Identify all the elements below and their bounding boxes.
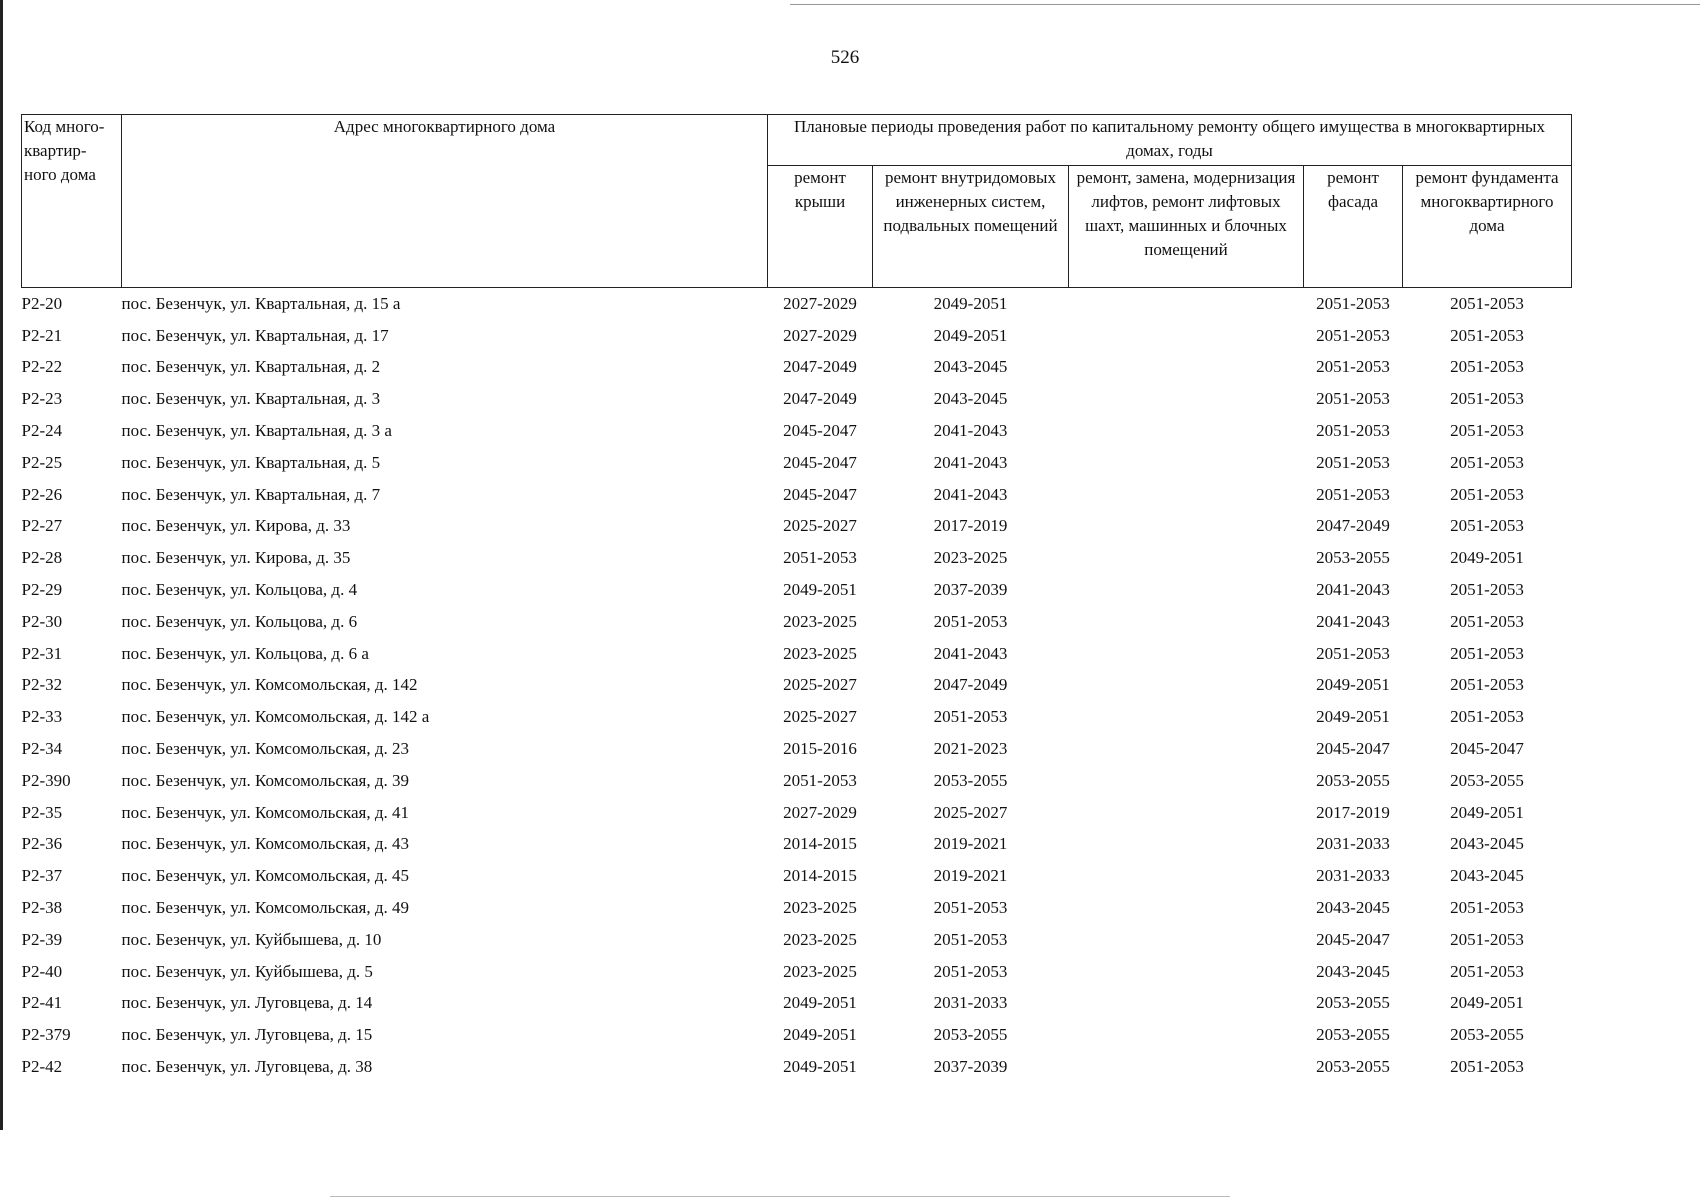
cell-address: пос. Безенчук, ул. Кольцова, д. 6 bbox=[121, 611, 358, 631]
cell-systems: 2053-2055 bbox=[933, 1025, 1008, 1045]
cell-roof: 2045-2047 bbox=[783, 484, 857, 504]
cell-foundation: 2051-2053 bbox=[1450, 516, 1524, 536]
cell-roof: 2045-2047 bbox=[783, 452, 857, 472]
cell-code: P2-34 bbox=[21, 739, 63, 759]
cell-roof: 2049-2051 bbox=[783, 1025, 857, 1045]
cell-systems: 2037-2039 bbox=[933, 1057, 1008, 1077]
cell-address: пос. Безенчук, ул. Комсомольская, д. 43 bbox=[121, 834, 409, 854]
cell-address: пос. Безенчук, ул. Луговцева, д. 15 bbox=[121, 1025, 373, 1045]
cell-elevators bbox=[1069, 638, 1304, 670]
cell-foundation: 2045-2047 bbox=[1450, 739, 1524, 759]
header-elevators: ремонт, замена, модернизация лифтов, ремонт лифтовых шахт, машинных и блочных помещений bbox=[1069, 166, 1304, 288]
header-facade: ремонт фасада bbox=[1304, 166, 1403, 288]
cell-roof: 2023-2025 bbox=[783, 961, 857, 981]
cell-address: пос. Безенчук, ул. Кольцова, д. 4 bbox=[121, 580, 358, 600]
cell-address: пос. Безенчук, ул. Куйбышева, д. 5 bbox=[121, 961, 373, 981]
cell-code: P2-35 bbox=[21, 802, 63, 822]
cell-systems: 2031-2033 bbox=[933, 993, 1008, 1013]
table-header bbox=[22, 115, 1572, 288]
cell-facade: 2051-2053 bbox=[1316, 452, 1390, 472]
table-row bbox=[22, 797, 1572, 829]
cell-roof: 2051-2053 bbox=[783, 548, 857, 568]
cell-code: P2-40 bbox=[21, 961, 63, 981]
cell-code: P2-21 bbox=[21, 325, 63, 345]
cell-foundation: 2051-2053 bbox=[1450, 325, 1524, 345]
cell-code: P2-379 bbox=[21, 1025, 71, 1045]
cell-systems: 2051-2053 bbox=[933, 929, 1008, 949]
table-row bbox=[22, 733, 1572, 765]
cell-code: P2-31 bbox=[21, 643, 63, 663]
scan-bottom-line bbox=[330, 1196, 1230, 1197]
cell-elevators bbox=[1069, 320, 1304, 352]
table-row bbox=[22, 924, 1572, 956]
header-foundation: ремонт фундамента многоквартирного дома bbox=[1403, 166, 1572, 288]
cell-foundation: 2049-2051 bbox=[1450, 993, 1524, 1013]
cell-foundation: 2053-2055 bbox=[1450, 1025, 1524, 1045]
cell-code: P2-22 bbox=[21, 357, 63, 377]
cell-foundation: 2051-2053 bbox=[1450, 961, 1524, 981]
cell-code: P2-33 bbox=[21, 707, 63, 727]
cell-roof: 2014-2015 bbox=[783, 834, 857, 854]
table-row bbox=[22, 511, 1572, 543]
table-row bbox=[22, 415, 1572, 447]
cell-facade: 2047-2049 bbox=[1316, 516, 1390, 536]
cell-facade: 2053-2055 bbox=[1316, 548, 1390, 568]
cell-roof: 2047-2049 bbox=[783, 389, 857, 409]
cell-facade: 2053-2055 bbox=[1316, 1057, 1390, 1077]
table-row bbox=[22, 606, 1572, 638]
cell-code: P2-29 bbox=[21, 580, 63, 600]
cell-elevators bbox=[1069, 606, 1304, 638]
cell-systems: 2041-2043 bbox=[933, 484, 1008, 504]
cell-elevators bbox=[1069, 765, 1304, 797]
capital-repair-table bbox=[21, 114, 1572, 1083]
cell-roof: 2049-2051 bbox=[783, 993, 857, 1013]
cell-elevators bbox=[1069, 511, 1304, 543]
cell-facade: 2053-2055 bbox=[1316, 1025, 1390, 1045]
cell-address: пос. Безенчук, ул. Квартальная, д. 7 bbox=[121, 484, 381, 504]
cell-address: пос. Безенчук, ул. Квартальная, д. 5 bbox=[121, 452, 381, 472]
table-row bbox=[22, 383, 1572, 415]
cell-code: P2-38 bbox=[21, 898, 63, 918]
cell-roof: 2027-2029 bbox=[783, 802, 857, 822]
cell-foundation: 2051-2053 bbox=[1450, 611, 1524, 631]
cell-roof: 2023-2025 bbox=[783, 611, 857, 631]
cell-code: P2-26 bbox=[21, 484, 63, 504]
cell-roof: 2051-2053 bbox=[783, 770, 857, 790]
table-body bbox=[22, 288, 1572, 1083]
cell-facade: 2051-2053 bbox=[1316, 643, 1390, 663]
cell-foundation: 2043-2045 bbox=[1450, 834, 1524, 854]
scan-top-line bbox=[790, 4, 1700, 5]
cell-facade: 2053-2055 bbox=[1316, 770, 1390, 790]
cell-elevators bbox=[1069, 860, 1304, 892]
cell-foundation: 2051-2053 bbox=[1450, 929, 1524, 949]
table-row bbox=[22, 860, 1572, 892]
cell-roof: 2014-2015 bbox=[783, 866, 857, 886]
cell-code: P2-25 bbox=[21, 452, 63, 472]
cell-systems: 2049-2051 bbox=[873, 288, 1069, 320]
cell-address: пос. Безенчук, ул. Куйбышева, д. 10 bbox=[121, 929, 382, 949]
cell-elevators bbox=[1069, 892, 1304, 924]
cell-address: пос. Безенчук, ул. Луговцева, д. 38 bbox=[121, 1057, 373, 1077]
table-row bbox=[22, 574, 1572, 606]
cell-systems: 2049-2051 bbox=[933, 325, 1008, 345]
cell-facade: 2045-2047 bbox=[1316, 739, 1390, 759]
header-roof: ремонт крыши bbox=[768, 166, 873, 288]
cell-address: пос. Безенчук, ул. Квартальная, д. 2 bbox=[121, 357, 381, 377]
cell-systems: 2051-2053 bbox=[933, 961, 1008, 981]
cell-code: P2-24 bbox=[21, 421, 63, 441]
cell-roof: 2023-2025 bbox=[783, 643, 857, 663]
cell-elevators bbox=[1069, 829, 1304, 861]
cell-code: P2-23 bbox=[21, 389, 63, 409]
cell-code: P2-20 bbox=[22, 288, 122, 320]
cell-systems: 2051-2053 bbox=[933, 611, 1008, 631]
cell-roof: 2025-2027 bbox=[783, 707, 857, 727]
cell-foundation: 2049-2051 bbox=[1450, 548, 1524, 568]
scan-left-edge bbox=[0, 0, 3, 1130]
cell-elevators bbox=[1069, 542, 1304, 574]
table-row bbox=[22, 765, 1572, 797]
cell-address: пос. Безенчук, ул. Квартальная, д. 3 bbox=[121, 389, 381, 409]
table-row bbox=[22, 638, 1572, 670]
cell-systems: 2025-2027 bbox=[933, 802, 1008, 822]
cell-systems: 2023-2025 bbox=[933, 548, 1008, 568]
cell-code: P2-28 bbox=[21, 548, 63, 568]
cell-facade: 2031-2033 bbox=[1316, 834, 1390, 854]
cell-systems: 2017-2019 bbox=[933, 516, 1008, 536]
cell-elevators bbox=[1069, 733, 1304, 765]
cell-systems: 2043-2045 bbox=[933, 357, 1008, 377]
cell-roof: 2045-2047 bbox=[783, 421, 857, 441]
cell-code: P2-37 bbox=[21, 866, 63, 886]
cell-elevators bbox=[1069, 988, 1304, 1020]
cell-facade: 2051-2053 bbox=[1316, 325, 1390, 345]
table-row bbox=[22, 479, 1572, 511]
header-address: Адрес многоквартирного дома bbox=[122, 115, 768, 288]
cell-address: пос. Безенчук, ул. Кольцова, д. 6 а bbox=[121, 643, 369, 663]
cell-foundation: 2051-2053 bbox=[1450, 421, 1524, 441]
cell-code: P2-27 bbox=[21, 516, 63, 536]
cell-facade: 2045-2047 bbox=[1316, 929, 1390, 949]
table-row bbox=[22, 447, 1572, 479]
cell-systems: 2053-2055 bbox=[933, 770, 1008, 790]
cell-systems: 2041-2043 bbox=[933, 452, 1008, 472]
cell-foundation: 2051-2053 bbox=[1450, 898, 1524, 918]
cell-roof: 2023-2025 bbox=[783, 929, 857, 949]
cell-code: P2-36 bbox=[21, 834, 63, 854]
cell-address: пос. Безенчук, ул. Квартальная, д. 17 bbox=[121, 325, 389, 345]
table-row bbox=[22, 829, 1572, 861]
cell-roof: 2047-2049 bbox=[783, 357, 857, 377]
cell-address: пос. Безенчук, ул. Комсомольская, д. 45 bbox=[121, 866, 409, 886]
cell-foundation: 2051-2053 bbox=[1450, 643, 1524, 663]
cell-roof: 2049-2051 bbox=[783, 580, 857, 600]
cell-facade: 2051-2053 bbox=[1316, 389, 1390, 409]
cell-elevators bbox=[1069, 352, 1304, 384]
page-number: 526 bbox=[830, 47, 860, 68]
cell-elevators bbox=[1069, 670, 1304, 702]
cell-systems: 2019-2021 bbox=[933, 866, 1008, 886]
cell-systems: 2019-2021 bbox=[933, 834, 1008, 854]
table-row bbox=[22, 670, 1572, 702]
cell-systems: 2051-2053 bbox=[933, 898, 1008, 918]
table-row bbox=[22, 288, 1572, 320]
header-systems: ремонт внутридомовых инженерных систем, подвальных помещений bbox=[873, 166, 1069, 288]
cell-elevators bbox=[1069, 415, 1304, 447]
cell-elevators bbox=[1069, 447, 1304, 479]
cell-address: пос. Безенчук, ул. Кирова, д. 33 bbox=[121, 516, 351, 536]
header-code: Код много-квартир-ного дома bbox=[22, 115, 122, 288]
table-row bbox=[22, 1019, 1572, 1051]
cell-code: P2-32 bbox=[21, 675, 63, 695]
cell-address: пос. Безенчук, ул. Комсомольская, д. 142 bbox=[121, 675, 418, 695]
cell-roof: 2023-2025 bbox=[783, 898, 857, 918]
cell-systems: 2043-2045 bbox=[933, 389, 1008, 409]
table-row bbox=[22, 1051, 1572, 1083]
cell-foundation: 2051-2053 bbox=[1450, 452, 1524, 472]
cell-elevators bbox=[1069, 797, 1304, 829]
table-row bbox=[22, 352, 1572, 384]
cell-elevators bbox=[1069, 701, 1304, 733]
cell-foundation: 2051-2053 bbox=[1450, 484, 1524, 504]
cell-elevators bbox=[1069, 574, 1304, 606]
cell-address: пос. Безенчук, ул. Комсомольская, д. 49 bbox=[121, 898, 409, 918]
cell-roof: 2015-2016 bbox=[783, 739, 857, 759]
cell-systems: 2037-2039 bbox=[933, 580, 1008, 600]
cell-address: пос. Безенчук, ул. Комсомольская, д. 39 bbox=[121, 770, 409, 790]
cell-elevators bbox=[1069, 956, 1304, 988]
table-row bbox=[22, 701, 1572, 733]
cell-address: пос. Безенчук, ул. Комсомольская, д. 41 bbox=[121, 802, 409, 822]
cell-foundation: 2051-2053 bbox=[1450, 1057, 1524, 1077]
table-row bbox=[22, 320, 1572, 352]
cell-foundation: 2051-2053 bbox=[1450, 675, 1524, 695]
cell-address: пос. Безенчук, ул. Квартальная, д. 3 а bbox=[121, 421, 392, 441]
header-periods-group: Плановые периоды проведения работ по капитальному ремонту общего имущества в многоквартирных домах, годы bbox=[768, 115, 1572, 166]
cell-foundation: 2049-2051 bbox=[1450, 802, 1524, 822]
cell-facade: 2043-2045 bbox=[1316, 898, 1390, 918]
table-row bbox=[22, 542, 1572, 574]
cell-facade: 2049-2051 bbox=[1316, 675, 1390, 695]
cell-facade: 2041-2043 bbox=[1316, 580, 1390, 600]
cell-roof: 2049-2051 bbox=[783, 1057, 857, 1077]
cell-address: пос. Безенчук, ул. Квартальная, д. 15 а bbox=[122, 288, 768, 320]
cell-address: пос. Безенчук, ул. Комсомольская, д. 142 а bbox=[121, 707, 430, 727]
cell-roof: 2027-2029 bbox=[768, 288, 873, 320]
cell-facade: 2043-2045 bbox=[1316, 961, 1390, 981]
cell-systems: 2041-2043 bbox=[933, 421, 1008, 441]
cell-roof: 2025-2027 bbox=[783, 516, 857, 536]
cell-foundation: 2051-2053 bbox=[1450, 357, 1524, 377]
cell-systems: 2047-2049 bbox=[933, 675, 1008, 695]
cell-facade: 2031-2033 bbox=[1316, 866, 1390, 886]
cell-facade: 2041-2043 bbox=[1316, 611, 1390, 631]
cell-code: P2-390 bbox=[21, 770, 71, 790]
cell-facade: 2051-2053 bbox=[1316, 421, 1390, 441]
cell-address: пос. Безенчук, ул. Комсомольская, д. 23 bbox=[121, 739, 409, 759]
cell-elevators bbox=[1069, 924, 1304, 956]
table-row bbox=[22, 988, 1572, 1020]
cell-address: пос. Безенчук, ул. Луговцева, д. 14 bbox=[121, 993, 373, 1013]
cell-facade: 2051-2053 bbox=[1316, 357, 1390, 377]
cell-elevators bbox=[1069, 479, 1304, 511]
cell-code: P2-39 bbox=[21, 929, 63, 949]
cell-elevators bbox=[1069, 1019, 1304, 1051]
cell-foundation: 2043-2045 bbox=[1450, 866, 1524, 886]
cell-facade: 2049-2051 bbox=[1316, 707, 1390, 727]
cell-facade: 2051-2053 bbox=[1316, 484, 1390, 504]
cell-code: P2-41 bbox=[21, 993, 63, 1013]
table-row bbox=[22, 892, 1572, 924]
cell-foundation: 2051-2053 bbox=[1450, 580, 1524, 600]
cell-foundation: 2051-2053 bbox=[1450, 389, 1524, 409]
cell-foundation: 2053-2055 bbox=[1450, 770, 1524, 790]
cell-facade: 2051-2053 bbox=[1304, 288, 1403, 320]
cell-foundation: 2051-2053 bbox=[1403, 288, 1572, 320]
cell-systems: 2051-2053 bbox=[933, 707, 1008, 727]
cell-elevators bbox=[1069, 288, 1304, 320]
cell-elevators bbox=[1069, 383, 1304, 415]
cell-systems: 2021-2023 bbox=[933, 739, 1008, 759]
cell-code: P2-30 bbox=[21, 611, 63, 631]
cell-code: P2-42 bbox=[21, 1057, 63, 1077]
cell-facade: 2053-2055 bbox=[1316, 993, 1390, 1013]
cell-roof: 2025-2027 bbox=[783, 675, 857, 695]
cell-elevators bbox=[1069, 1051, 1304, 1083]
cell-systems: 2041-2043 bbox=[933, 643, 1008, 663]
table-row bbox=[22, 956, 1572, 988]
cell-foundation: 2051-2053 bbox=[1450, 707, 1524, 727]
cell-address: пос. Безенчук, ул. Кирова, д. 35 bbox=[121, 548, 351, 568]
cell-facade: 2017-2019 bbox=[1316, 802, 1390, 822]
cell-roof: 2027-2029 bbox=[783, 325, 857, 345]
